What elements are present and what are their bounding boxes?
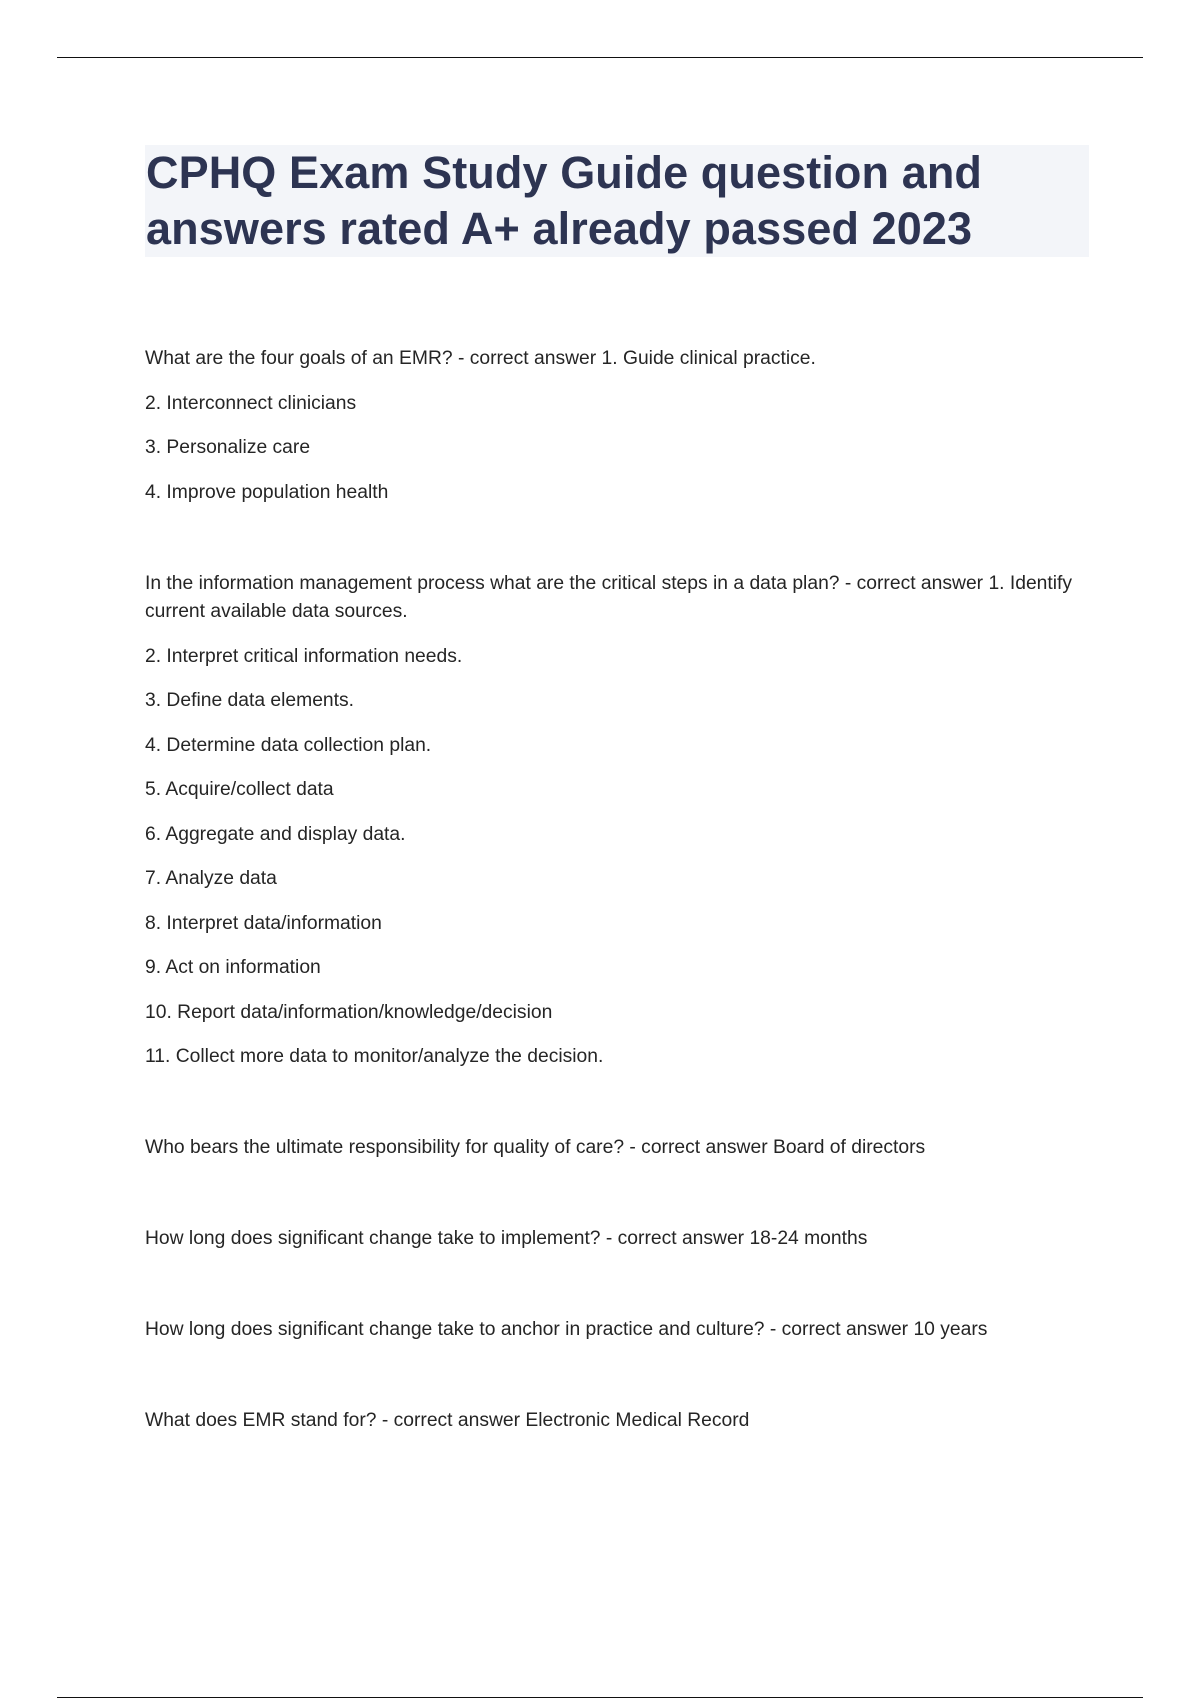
bottom-divider (57, 1697, 1143, 1698)
question-text: What does EMR stand for? - correct answer Electronic Medical Record (145, 1410, 750, 1431)
answer-line: 10. Report data/information/knowledge/decision (145, 1002, 553, 1023)
answer-line: 4. Determine data collection plan. (145, 735, 432, 756)
document-title: CPHQ Exam Study Guide question and answers rated A+ already passed 2023 (146, 147, 983, 254)
question-text: What are the four goals of an EMR? - correct answer 1. Guide clinical practice. (145, 348, 816, 369)
answer-line: 5. Acquire/collect data (145, 779, 334, 800)
answer-line: 11. Collect more data to monitor/analyze the decision. (145, 1046, 604, 1067)
qa-block (145, 570, 1075, 1071)
answer-line: 2. Interpret critical information needs. (145, 646, 463, 667)
top-divider (57, 57, 1143, 58)
title-banner (145, 145, 1089, 257)
qa-block (145, 1316, 1075, 1344)
question-text: Who bears the ultimate responsibility for quality of care? - correct answer Board of directors (145, 1137, 926, 1158)
answer-line: 3. Define data elements. (145, 690, 355, 711)
question-text: In the information management process what are the critical steps in a data plan? - correct answer 1. Identify current available data sources. (145, 573, 1073, 622)
qa-block (145, 1225, 1075, 1253)
answer-line: 6. Aggregate and display data. (145, 824, 406, 845)
qa-block (145, 1134, 1075, 1162)
answer-line: 9. Act on information (145, 957, 321, 978)
answer-line: 7. Analyze data (145, 868, 277, 889)
answer-line: 3. Personalize care (145, 437, 311, 458)
qa-content (145, 345, 1075, 1435)
question-text: How long does significant change take to implement? - correct answer 18-24 months (145, 1228, 868, 1249)
answer-line: 4. Improve population health (145, 482, 389, 503)
qa-block (145, 1407, 1075, 1435)
question-text: How long does significant change take to anchor in practice and culture? - correct answer 10 years (145, 1319, 988, 1340)
answer-line: 2. Interconnect clinicians (145, 393, 357, 414)
qa-block (145, 345, 1075, 507)
answer-line: 8. Interpret data/information (145, 913, 382, 934)
